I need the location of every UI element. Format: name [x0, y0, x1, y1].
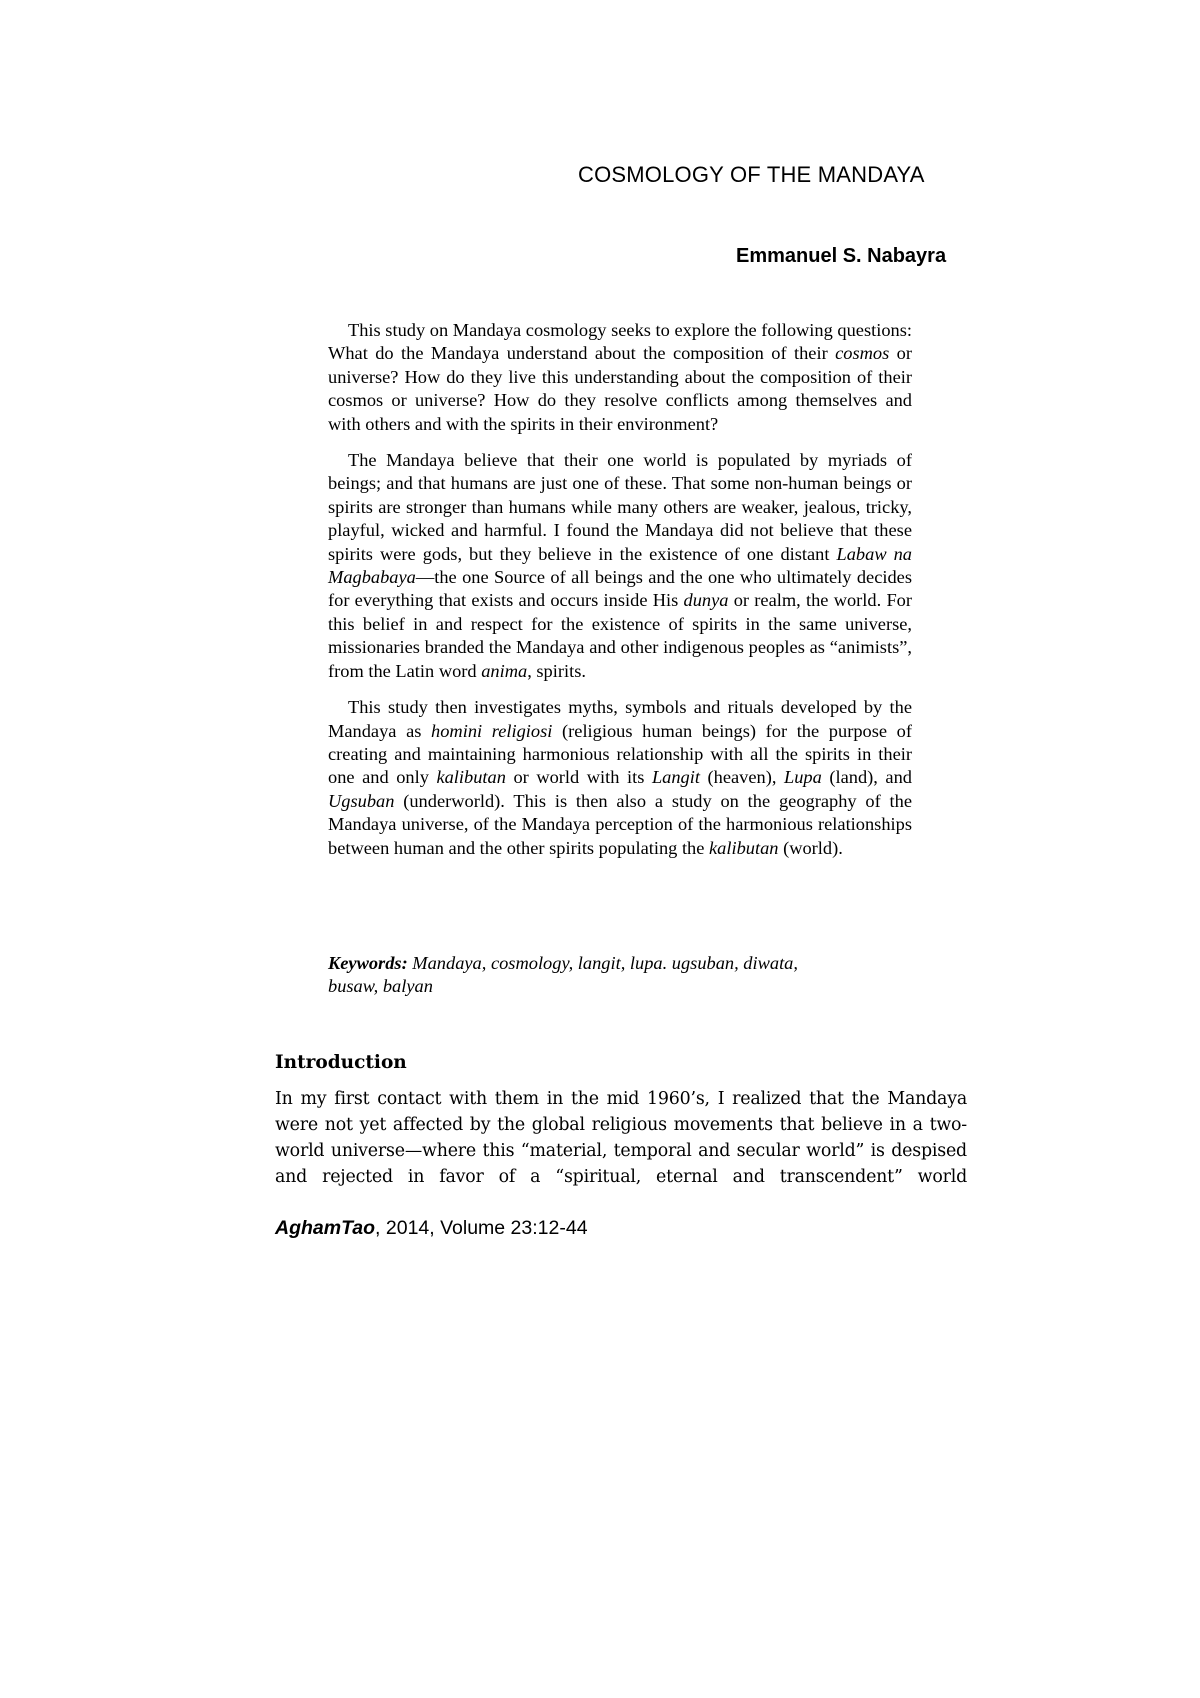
section-heading-introduction: Introduction [275, 1052, 407, 1073]
citation-details: , 2014, Volume 23:12-44 [375, 1217, 588, 1239]
abstract-italic-term: Labaw na Magbabaya [328, 543, 912, 588]
keywords-list-line-1: Mandaya, cosmology, langit, lupa. ugsuban, diwata, [412, 953, 798, 973]
abstract-paragraph-3 [328, 696, 912, 860]
abstract-paragraph-2 [328, 449, 912, 683]
journal-citation [275, 1217, 588, 1240]
abstract-text: (land), and [821, 767, 912, 788]
abstract [328, 319, 912, 873]
abstract-text: The Mandaya believe that their one world is populated by myriads of beings; and that humans are just one of these. That some non-human beings or spirits are stronger than humans while many others are weaker, jealous, tricky, playful, wicked and harmful. I found the Mandaya did not believe that these spirits were gods, but they believe in the existence of one distant [328, 450, 912, 564]
abstract-text: (world). [778, 837, 843, 858]
journal-name: AghamTao [275, 1217, 376, 1239]
abstract-italic-term: kalibutan [709, 837, 779, 858]
abstract-text: or realm, the world. For this belief in and respect for the existence of spirits in the same universe, missionaries branded the Mandaya and other indigenous peoples as “animists”, from the Latin word [328, 590, 912, 681]
keywords-list-line-2: busaw, balyan [328, 976, 433, 997]
abstract-italic-term: dunya [683, 590, 729, 611]
abstract-italic-term: homini religiosi [431, 720, 553, 741]
abstract-text: , spirits. [527, 660, 586, 681]
abstract-italic-term: Ugsuban [328, 790, 395, 811]
abstract-text: This study then investigates myths, symbols and rituals developed by the Mandaya as [328, 697, 912, 741]
abstract-text: (heaven), [699, 767, 784, 788]
abstract-text: (religious human beings) for the purpose of creating and maintaining harmonious relationship with all the spirits in their one and only [328, 720, 912, 788]
abstract-italic-term: kalibutan [436, 767, 506, 788]
abstract-italic-term: cosmos [835, 343, 890, 364]
abstract-italic-term: Lupa [784, 767, 822, 788]
abstract-italic-term: anima [481, 660, 528, 681]
paper-title: COSMOLOGY OF THE MANDAYA [578, 162, 925, 187]
keywords-label: Keywords: [328, 953, 408, 973]
introduction-paragraph: In my first contact with them in the mid 1960’s, I realized that the Mandaya were not yet affected by the global religious movements that believe in a two-world universe—where this “material, temporal and secular world” is despised and rejected in favor of a “spiritual, eternal and transcendent” world [275, 1089, 967, 1187]
author-name: Emmanuel S. Nabayra [736, 245, 947, 267]
abstract-text: or world with its [505, 767, 652, 788]
abstract-italic-term: Langit [651, 767, 700, 788]
abstract-text: (underworld). This is then also a study on the geography of the Mandaya universe, of the Mandaya perception of the harmonious relationships between human and the other spirits populating the [328, 790, 912, 858]
abstract-paragraph-1 [328, 319, 912, 436]
keywords [328, 952, 868, 999]
abstract-text: This study on Mandaya cosmology seeks to explore the following questions: What do the Mandaya understand about the composition of their [328, 320, 912, 364]
abstract-text: or universe? How do they live this understanding about the composition of their cosmos or universe? How do they resolve conflicts among themselves and with others and with the spirits in their environment? [328, 343, 912, 434]
abstract-text: —the one Source of all beings and the one who ultimately decides for everything that exists and occurs inside His [328, 567, 912, 611]
